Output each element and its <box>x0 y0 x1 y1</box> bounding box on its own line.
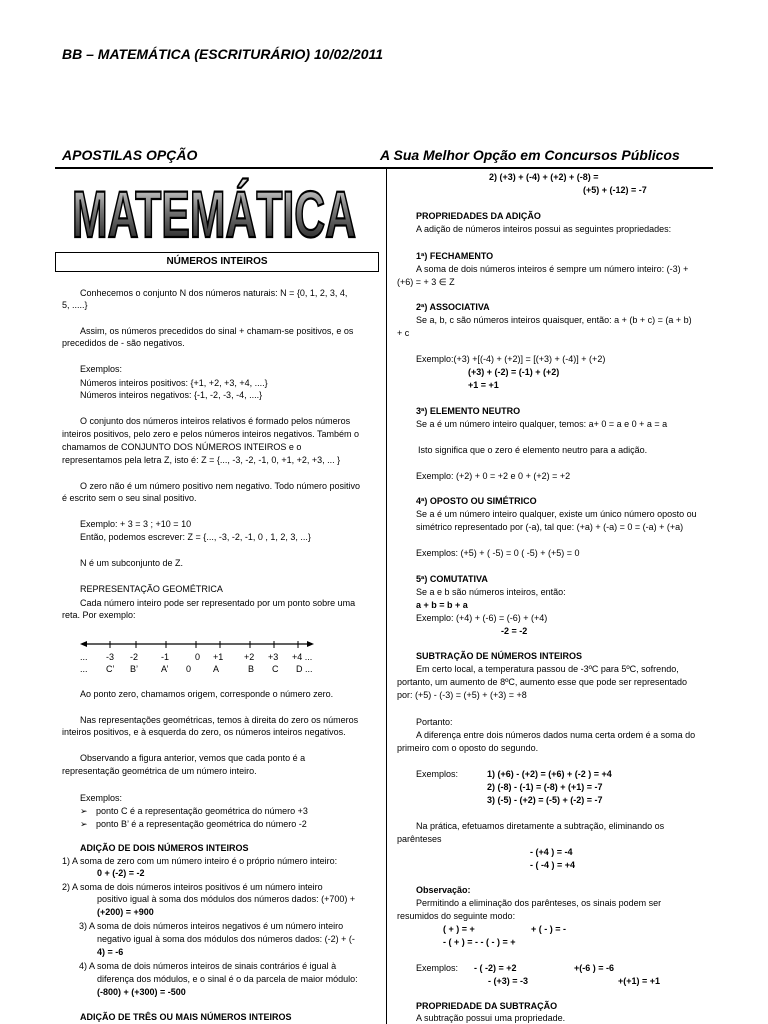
header-left: APOSTILAS OPÇÃO <box>62 147 198 163</box>
paragraph: reta. Por exemplo: <box>62 610 136 620</box>
svg-text:MATEMÁTICA: MATEMÁTICA <box>72 177 356 245</box>
paragraph: portanto, um aumento de 8ºC, aumento esse que pode ser representado <box>397 677 687 687</box>
example: Então, podemos escrever: Z = {..., -3, -2, -1, 0 , 1, 2, 3, ...} <box>80 532 311 542</box>
rule-text: 4) = -6 <box>97 947 124 957</box>
example: Exemplo:(+3) +[(-4) + (+2)] = [(+3) + (-4)] + (+2) <box>416 354 606 364</box>
paragraph: inteiros positivos, pelo zero e pelos números inteiros negativos. Também o <box>62 429 359 439</box>
example: ( + ) = + <box>443 924 475 934</box>
paragraph: Se a é um número inteiro qualquer, temos: a+ 0 = a e 0 + a = a <box>416 419 668 429</box>
paragraph: A subtração possui uma propriedade. <box>416 1013 566 1023</box>
example: 2) (+3) + (-4) + (+2) + (-8) = <box>489 172 599 182</box>
number-line <box>80 641 382 671</box>
subsection-title: Observação: <box>416 885 471 895</box>
paragraph: precedidos de - são negativos. <box>62 338 185 348</box>
paragraph: A adição de números inteiros possui as seguintes propriedades: <box>416 224 672 234</box>
example: +1 = +1 <box>468 380 499 390</box>
paragraph: Ao ponto zero, chamamos origem, corresponde o número zero. <box>80 689 334 699</box>
example: Números inteiros positivos: {+1, +2, +3, +4, ....} <box>80 378 268 388</box>
paragraph: resumidos do seguinte modo: <box>397 911 516 921</box>
numline-letter: B <box>248 664 255 674</box>
paragraph: representamos pela letra Z, isto é: Z = {..., -3, -2, -1, 0, +1, +2, +3, ... } <box>62 455 341 465</box>
header-rule <box>55 167 713 169</box>
examples-label: Exemplos: <box>416 769 459 779</box>
paragraph: A diferença entre dois números dados numa certa ordem é a soma do <box>416 730 696 740</box>
subsection-title: 5ª) COMUTATIVA <box>416 574 488 584</box>
paragraph: Se a e b são números inteiros, então: <box>416 587 566 597</box>
numline-letter: 0 <box>186 664 192 674</box>
example: +(+1) = +1 <box>618 976 661 986</box>
paragraph: Portanto: <box>416 717 453 727</box>
numline-number: -3 <box>106 652 115 662</box>
rule-text: 4) A soma de dois números inteiros de sinais contrários é igual à <box>79 961 337 971</box>
numline-number: +1 <box>213 652 224 662</box>
paragraph: O zero não é um número positivo nem negativo. Todo número positivo <box>80 481 360 491</box>
example: +(-6 ) = -6 <box>574 963 615 973</box>
numline-number: ... <box>80 652 88 662</box>
example: ponto B’ é a representação geométrica do número -2 <box>96 819 307 829</box>
numline-letter: B’ <box>130 664 139 674</box>
subsection-title: 2ª) ASSOCIATIVA <box>416 302 490 312</box>
paragraph: Nas representações geométricas, temos à direita do zero os números <box>80 715 359 725</box>
example: Exemplo: (+2) + 0 = +2 e 0 + (+2) = +2 <box>416 471 571 481</box>
subsection-title: 3ª) ELEMENTO NEUTRO <box>416 406 521 416</box>
paragraph: representação geométrica de um número inteiro. <box>62 766 257 776</box>
subsection-title: SUBTRAÇÃO DE NÚMEROS INTEIROS <box>416 651 583 661</box>
paragraph: N é um subconjunto de Z. <box>80 558 184 568</box>
numline-letter: ... <box>80 664 88 674</box>
subsection-title: ADIÇÃO DE TRÊS OU MAIS NÚMEROS INTEIROS <box>80 1012 292 1022</box>
paragraph: Na prática, efetuamos diretamente a subtração, eliminando os <box>416 821 665 831</box>
paragraph: Em certo local, a temperatura passou de -3ºC para 5ºC, sofrendo, <box>416 664 679 674</box>
paragraph: (+6) = + 3 ∈ Z <box>397 277 455 287</box>
rule-text: (+200) = +900 <box>97 907 154 917</box>
numline-number: +4 ... <box>292 652 313 662</box>
examples-label: Exemplos: <box>80 793 123 803</box>
subsection-title: REPRESENTAÇÃO GEOMÉTRICA <box>80 584 223 594</box>
rule-text: 0 + (-2) = -2 <box>97 868 145 878</box>
rule-text: diferença dos módulos, e o sinal é o da parcela de maior módulo: <box>97 974 358 984</box>
subsection-title: 1ª) FECHAMENTO <box>416 251 494 261</box>
numline-letter: A <box>213 664 220 674</box>
paragraph: Permitindo a eliminação dos parênteses, os sinais podem ser <box>416 898 662 908</box>
example: 3) (-5) - (+2) = (-5) + (-2) = -7 <box>487 795 603 805</box>
numline-letter: D ... <box>296 664 313 674</box>
example: -2 = -2 <box>501 626 528 636</box>
paragraph: + c <box>397 328 410 338</box>
arrow-bullet-icon: ➢ <box>80 819 88 829</box>
numline-letter: C’ <box>106 664 115 674</box>
example: - (+4 ) = -4 <box>530 847 573 857</box>
paragraph: por: (+5) - (-3) = (+5) + (+3) = +8 <box>397 690 527 700</box>
numline-letter: A’ <box>161 664 169 674</box>
paragraph: O conjunto dos números inteiros relativos é formado pelos números <box>80 416 351 426</box>
numline-number: -1 <box>161 652 170 662</box>
example: 2) (-8) - (-1) = (-8) + (+1) = -7 <box>487 782 603 792</box>
paragraph: Conhecemos o conjunto N dos números naturais: N = {0, 1, 2, 3, 4, <box>80 288 348 298</box>
paragraph: 5, .....} <box>62 300 88 310</box>
rule-text: positivo igual à soma dos módulos dos números dados: (+700) + <box>97 894 356 904</box>
rule-text: 2) A soma de dois números inteiros positivos é um número inteiro <box>62 882 323 892</box>
rule-text: 1) A soma de zero com um número inteiro é o próprio número inteiro: <box>62 856 338 866</box>
numline-number: -2 <box>130 652 139 662</box>
subsection-title: PROPRIEDADES DA ADIÇÃO <box>416 211 541 221</box>
numline-number: 0 <box>195 652 201 662</box>
paragraph: Se a, b, c são números inteiros quaisquer, então: a + (b + c) = (a + b) <box>416 315 692 325</box>
numline-number: +2 <box>244 652 255 662</box>
example: (+5) + (-12) = -7 <box>583 185 647 195</box>
document-title: BB – MATEMÁTICA (ESCRITURÁRIO) 10/02/2011 <box>62 46 384 62</box>
paragraph: parênteses <box>397 834 442 844</box>
rule-text: negativo igual à soma dos módulos dos números dados: (-2) + (- <box>97 934 355 944</box>
example: - ( -4 ) = +4 <box>530 860 576 870</box>
paragraph: Assim, os números precedidos do sinal + chamam-se positivos, e os <box>80 326 354 336</box>
arrow-bullet-icon: ➢ <box>80 806 88 816</box>
example: Exemplo: (+4) + (-6) = (-6) + (+4) <box>416 613 548 623</box>
paragraph: é escrito sem o seu sinal positivo. <box>62 493 197 503</box>
example: (+3) + (-2) = (-1) + (+2) <box>468 367 560 377</box>
rule-text: (-800) + (+300) = -500 <box>97 987 186 997</box>
header-right: A Sua Melhor Opção em Concursos Públicos <box>380 147 680 163</box>
example: Exemplos: (+5) + ( -5) = 0 ( -5) + (+5) = 0 <box>416 548 580 558</box>
subsection-title: 4ª) OPOSTO OU SIMÉTRICO <box>416 496 537 506</box>
example: + ( - ) = - <box>531 924 567 934</box>
subsection-title: PROPRIEDADE DA SUBTRAÇÃO <box>416 1001 558 1011</box>
subsection-title: ADIÇÃO DE DOIS NÚMEROS INTEIROS <box>80 843 249 853</box>
paragraph: primeiro com o oposto do segundo. <box>397 743 539 753</box>
example: 1) (+6) - (+2) = (+6) + (-2 ) = +4 <box>487 769 612 779</box>
paragraph: inteiros positivos, e à esquerda do zero, os números inteiros negativos. <box>62 727 346 737</box>
paragraph: Se a é um número inteiro qualquer, existe um único número oposto ou <box>416 509 697 519</box>
example: - (+3) = -3 <box>488 976 529 986</box>
column-divider <box>386 169 387 1024</box>
examples-label: Exemplos: <box>416 963 459 973</box>
paragraph: a + b = b + a <box>416 600 468 610</box>
example: Números inteiros negativos: {-1, -2, -3, -4, ....} <box>80 390 263 400</box>
example: - ( -2) = +2 <box>474 963 517 973</box>
paragraph: Isto significa que o zero é elemento neutro para a adição. <box>418 445 648 455</box>
paragraph: chamamos de CONJUNTO DOS NÚMEROS INTEIROS e o <box>62 442 302 452</box>
paragraph: Cada número inteiro pode ser representado por um ponto sobre uma <box>80 598 356 608</box>
rule-text: 3) A soma de dois números inteiros negativos é um número inteiro <box>79 921 344 931</box>
example: ponto C é a representação geométrica do número +3 <box>96 806 308 816</box>
examples-label: Exemplos: <box>80 364 123 374</box>
paragraph: A soma de dois números inteiros é sempre um número inteiro: (-3) + <box>416 264 689 274</box>
section-title: NÚMEROS INTEIROS <box>55 252 379 272</box>
example: - ( + ) = - - ( - ) = + <box>443 937 516 947</box>
matematica-logo <box>68 175 360 245</box>
example: Exemplo: + 3 = 3 ; +10 = 10 <box>80 519 192 529</box>
numline-letter: C <box>272 664 279 674</box>
paragraph: simétrico representado por (-a), tal que: (+a) + (-a) = 0 = (-a) + (+a) <box>416 522 684 532</box>
paragraph: Observando a figura anterior, vemos que cada ponto é a <box>80 753 306 763</box>
numline-number: +3 <box>268 652 279 662</box>
